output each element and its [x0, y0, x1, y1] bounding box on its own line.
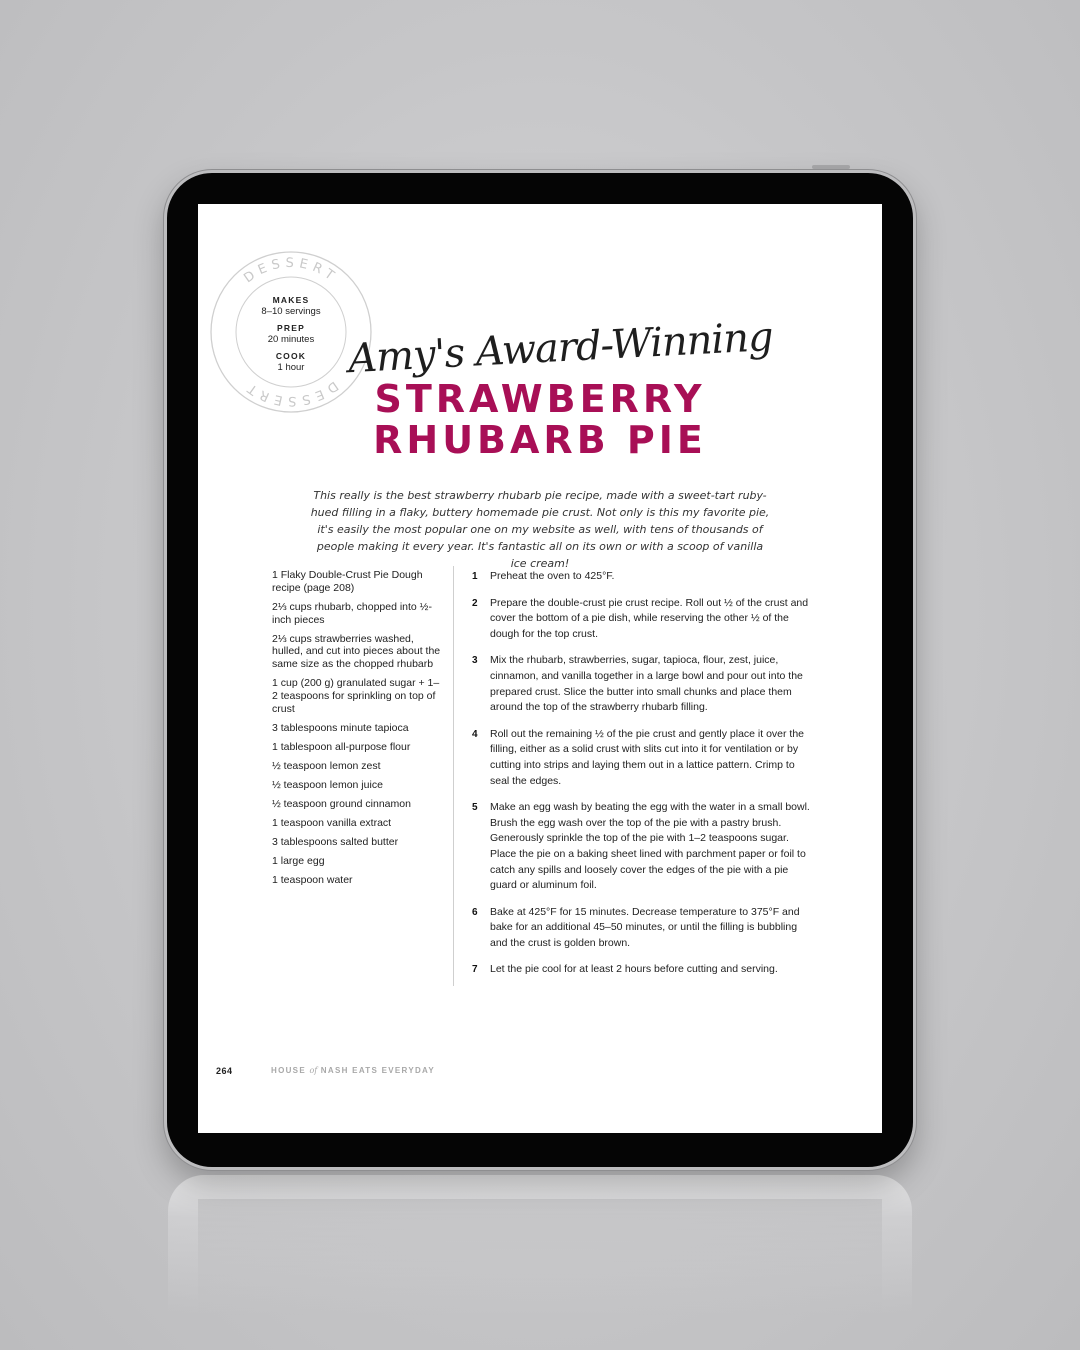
instruction-step [472, 653, 812, 715]
running-title-part: NASH EATS EVERYDAY [320, 1066, 436, 1075]
instruction-step [472, 962, 812, 978]
ingredient-item: 3 tablespoons salted butter [272, 835, 399, 848]
recipe-intro: This really is the best strawberry rhubarb pie recipe, made with a sweet-tart ruby-hued filling in a flaky, buttery homemade pie crust. Not only is this my favorite pie, it's easily the most popular one on my website as well, with tens of thousands of people making it every year. It's fantastic all on its own or with a scoop of vanilla ice cream! [310, 489, 770, 570]
running-title-of: of [309, 1066, 318, 1075]
step-number: 7 [472, 964, 478, 976]
step-number: 3 [472, 655, 478, 667]
stamp-ring-text-top: DESSERT [241, 255, 341, 287]
running-title-part: HOUSE [271, 1066, 306, 1075]
tablet-screen [198, 204, 882, 1133]
recipe-title-line-1: STRAWBERRY [374, 377, 706, 421]
tablet-reflection [168, 1175, 912, 1315]
ingredient-item: 1 teaspoon water [272, 873, 353, 886]
makes-value: 8–10 servings [261, 306, 321, 317]
ingredient-item: 1 Flaky Double-Crust Pie Dough recipe (page 208) [272, 569, 423, 594]
column-divider [453, 566, 454, 986]
ingredient-item: ½ teaspoon lemon zest [272, 759, 381, 772]
ingredient-item: ½ teaspoon ground cinnamon [272, 797, 411, 810]
step-number: 4 [472, 728, 478, 740]
step-text: Bake at 425°F for 15 minutes. Decrease temperature to 375°F and bake for an additional 45–50 minutes, or until the filling is bubbling and the crust is golden brown. [490, 905, 800, 949]
step-number: 6 [472, 906, 478, 918]
step-text: Prepare the double-crust pie crust recipe. Roll out ½ of the crust and cover the bottom of a pie dish, while reserving the other ½ of the dough for the top crust. [490, 596, 809, 640]
stamp-ring-text-bottom: DESSERT [241, 377, 341, 409]
step-text: Roll out the remaining ½ of the pie crust and gently place it over the filling, either as a solid crust with slits cut into it for ventilation or by cutting into strips and laying them out in a lattice pattern. Crimp to seal the edges. [490, 727, 805, 787]
instruction-step [472, 569, 812, 585]
ingredient-item: 2⅓ cups rhubarb, chopped into ½-inch pieces [272, 600, 432, 626]
prep-value: 20 minutes [267, 334, 315, 345]
step-text: Preheat the oven to 425°F. [490, 570, 615, 582]
ingredient-item: 3 tablespoons minute tapioca [272, 721, 409, 734]
ingredient-item: 1 large egg [272, 854, 325, 867]
step-text: Let the pie cool for at least 2 hours before cutting and serving. [490, 963, 778, 976]
ingredients-list [272, 569, 442, 893]
page-number: 264 [216, 1066, 233, 1076]
recipe-script-title: Amy's Award-Winning [347, 314, 774, 383]
ingredient-item: ½ teaspoon lemon juice [272, 778, 383, 791]
ingredient-item: 1 tablespoon all-purpose flour [272, 740, 411, 753]
ingredient-item: 1 cup (200 g) granulated sugar + 1–2 teaspoons for sprinkling on top of crust [272, 677, 440, 715]
prep-label: PREP [277, 323, 305, 333]
makes-label: MAKES [272, 295, 310, 305]
instruction-step [472, 596, 812, 643]
step-number: 2 [472, 597, 478, 609]
ingredient-item: 1 teaspoon vanilla extract [272, 816, 392, 829]
tablet-top-button [812, 165, 850, 169]
instructions-list [472, 569, 812, 989]
step-text: Make an egg wash by beating the egg with the water in a small bowl. Brush the egg wash over the top of the pie with a pastry brush. Generously sprinkle the top of the pie with 1–2 teaspoons sugar. Place the pie on a baking sheet lined with parchment paper or foil to catch any spills and loosely cover the edges of the pie with a pie guard or aluminum foil. [490, 801, 810, 892]
step-text: Mix the rhubarb, strawberries, sugar, tapioca, flour, zest, juice, cinnamon, and vanilla together in a large bowl and pour out into the prepared crust. Slice the butter into small chunks and place them around the top of the strawberry rhubarb filling. [490, 654, 803, 714]
instruction-step [472, 800, 812, 894]
ingredient-item: 2⅓ cups strawberries washed, hulled, and cut into pieces about the same size as the chopped rhubarb [272, 632, 441, 671]
instruction-step [472, 905, 812, 952]
step-number: 5 [472, 802, 478, 814]
instruction-step [472, 727, 812, 789]
cook-value: 1 hour [277, 362, 305, 373]
running-title [271, 1066, 435, 1075]
step-number: 1 [472, 571, 478, 582]
recipe-title-line-2: RHUBARB PIE [373, 418, 707, 462]
cook-label: COOK [275, 351, 307, 361]
